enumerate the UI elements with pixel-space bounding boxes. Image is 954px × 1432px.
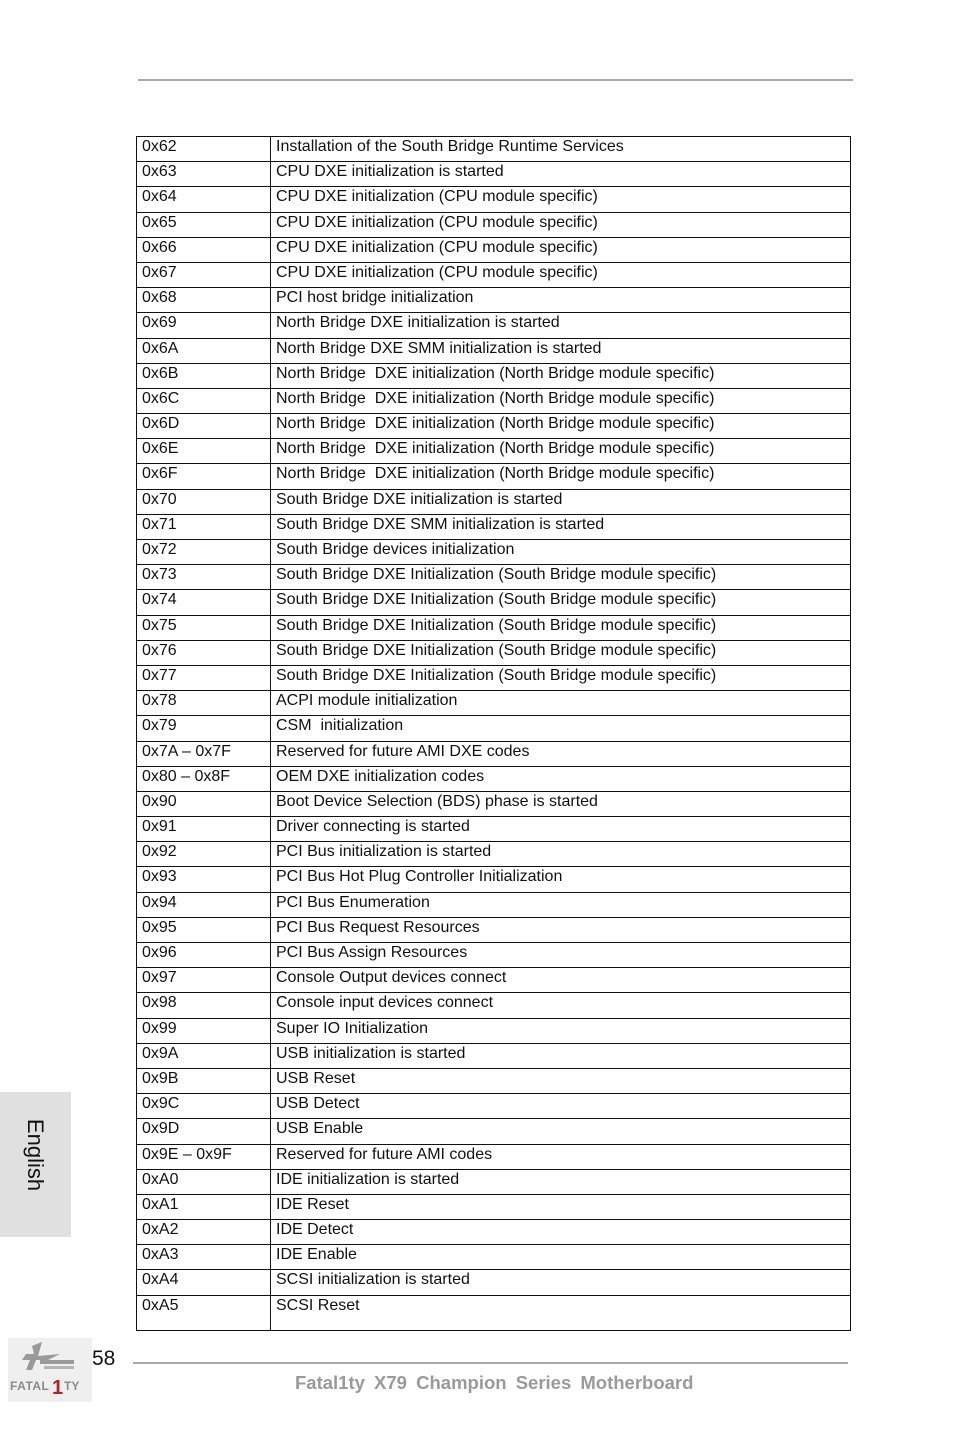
description-cell: North Bridge DXE initialization (North Bridge module specific): [271, 464, 851, 489]
table-row: [137, 665, 851, 690]
post-code-cell: 0x6A: [137, 338, 271, 363]
table-row: [137, 464, 851, 489]
post-code-cell: 0x6C: [137, 388, 271, 413]
description-cell: North Bridge DXE initialization (North Bridge module specific): [271, 363, 851, 388]
table-row: [137, 540, 851, 565]
description-cell: CPU DXE initialization (CPU module specific): [271, 212, 851, 237]
table-body: [137, 137, 851, 1331]
table-row: [137, 1018, 851, 1043]
table-row: [137, 615, 851, 640]
table-row: [137, 842, 851, 867]
post-code-cell: 0xA0: [137, 1169, 271, 1194]
post-code-cell: 0xA2: [137, 1220, 271, 1245]
header-rule: [138, 79, 853, 81]
post-code-cell: 0x73: [137, 565, 271, 590]
table-row: [137, 640, 851, 665]
table-row: [137, 288, 851, 313]
table-row: [137, 514, 851, 539]
post-code-cell: 0x92: [137, 842, 271, 867]
description-cell: South Bridge DXE SMM initialization is started: [271, 514, 851, 539]
post-code-cell: 0x6F: [137, 464, 271, 489]
footer-title: Fatal1ty X79 Champion Series Motherboard: [295, 1372, 694, 1393]
svg-text:TY: TY: [64, 1379, 80, 1393]
table-row: [137, 237, 851, 262]
table-row: [137, 1094, 851, 1119]
post-code-cell: 0x6E: [137, 439, 271, 464]
table-row: [137, 1169, 851, 1194]
description-cell: CSM initialization: [271, 716, 851, 741]
post-code-cell: 0x96: [137, 943, 271, 968]
description-cell: PCI Bus Hot Plug Controller Initialization: [271, 867, 851, 892]
description-cell: CPU DXE initialization (CPU module specific): [271, 237, 851, 262]
description-cell: North Bridge DXE initialization is started: [271, 313, 851, 338]
table-row: [137, 1295, 851, 1330]
post-code-cell: 0x75: [137, 615, 271, 640]
description-cell: PCI Bus initialization is started: [271, 842, 851, 867]
fatal1ty-logo: [8, 1338, 92, 1402]
table-row: [137, 691, 851, 716]
table-row: [137, 439, 851, 464]
description-cell: South Bridge DXE Initialization (South Bridge module specific): [271, 590, 851, 615]
description-cell: Reserved for future AMI codes: [271, 1144, 851, 1169]
description-cell: North Bridge DXE initialization (North Bridge module specific): [271, 388, 851, 413]
description-cell: South Bridge DXE Initialization (South Bridge module specific): [271, 615, 851, 640]
table-row: [137, 1220, 851, 1245]
post-code-cell: 0x91: [137, 817, 271, 842]
table-row: [137, 791, 851, 816]
description-cell: IDE Reset: [271, 1194, 851, 1219]
post-code-cell: 0x9B: [137, 1068, 271, 1093]
post-code-cell: 0x71: [137, 514, 271, 539]
post-code-cell: 0x70: [137, 489, 271, 514]
description-cell: SCSI Reset: [271, 1295, 851, 1330]
post-code-cell: 0x9C: [137, 1094, 271, 1119]
post-code-cell: 0xA5: [137, 1295, 271, 1330]
table-row: [137, 1068, 851, 1093]
table-row: [137, 1245, 851, 1270]
table-row: [137, 741, 851, 766]
post-code-cell: 0x7A – 0x7F: [137, 741, 271, 766]
post-code-cell: 0x63: [137, 162, 271, 187]
description-cell: ACPI module initialization: [271, 691, 851, 716]
description-cell: USB Reset: [271, 1068, 851, 1093]
description-cell: IDE Enable: [271, 1245, 851, 1270]
description-cell: North Bridge DXE initialization (North Bridge module specific): [271, 439, 851, 464]
table-row: [137, 212, 851, 237]
table-row: [137, 968, 851, 993]
table-row: [137, 1043, 851, 1068]
post-code-cell: 0x9D: [137, 1119, 271, 1144]
post-code-cell: 0x76: [137, 640, 271, 665]
post-code-cell: 0x67: [137, 262, 271, 287]
post-code-cell: 0x78: [137, 691, 271, 716]
post-code-cell: 0xA4: [137, 1270, 271, 1295]
description-cell: OEM DXE initialization codes: [271, 766, 851, 791]
table-row: [137, 1270, 851, 1295]
post-code-cell: 0xA3: [137, 1245, 271, 1270]
table-row: [137, 388, 851, 413]
post-code-cell: 0x62: [137, 137, 271, 162]
post-code-cell: 0xA1: [137, 1194, 271, 1219]
description-cell: South Bridge devices initialization: [271, 540, 851, 565]
table-row: [137, 162, 851, 187]
footer-rule: [133, 1362, 848, 1364]
table-row: [137, 716, 851, 741]
table-row: [137, 489, 851, 514]
post-code-cell: 0x80 – 0x8F: [137, 766, 271, 791]
description-cell: Console Output devices connect: [271, 968, 851, 993]
table-row: [137, 363, 851, 388]
post-code-cell: 0x72: [137, 540, 271, 565]
post-code-cell: 0x65: [137, 212, 271, 237]
post-code-cell: 0x79: [137, 716, 271, 741]
post-code-cell: 0x69: [137, 313, 271, 338]
language-label: English: [23, 1118, 48, 1192]
description-cell: PCI Bus Assign Resources: [271, 943, 851, 968]
description-cell: South Bridge DXE Initialization (South Bridge module specific): [271, 640, 851, 665]
description-cell: North Bridge DXE initialization (North Bridge module specific): [271, 414, 851, 439]
description-cell: SCSI initialization is started: [271, 1270, 851, 1295]
post-code-cell: 0x6D: [137, 414, 271, 439]
table-row: [137, 262, 851, 287]
post-code-cell: 0x93: [137, 867, 271, 892]
description-cell: Reserved for future AMI DXE codes: [271, 741, 851, 766]
table-row: [137, 892, 851, 917]
post-code-cell: 0x6B: [137, 363, 271, 388]
description-cell: Boot Device Selection (BDS) phase is started: [271, 791, 851, 816]
description-cell: Driver connecting is started: [271, 817, 851, 842]
post-code-cell: 0x74: [137, 590, 271, 615]
description-cell: PCI host bridge initialization: [271, 288, 851, 313]
table-row: [137, 817, 851, 842]
description-cell: CPU DXE initialization is started: [271, 162, 851, 187]
table-row: [137, 414, 851, 439]
post-code-table: [136, 136, 851, 1331]
post-code-cell: 0x99: [137, 1018, 271, 1043]
table-row: [137, 766, 851, 791]
table-row: [137, 943, 851, 968]
post-code-cell: 0x97: [137, 968, 271, 993]
description-cell: USB Enable: [271, 1119, 851, 1144]
table-row: [137, 565, 851, 590]
description-cell: IDE initialization is started: [271, 1169, 851, 1194]
post-code-cell: 0x66: [137, 237, 271, 262]
description-cell: Console input devices connect: [271, 993, 851, 1018]
description-cell: USB Detect: [271, 1094, 851, 1119]
table-row: [137, 187, 851, 212]
description-cell: IDE Detect: [271, 1220, 851, 1245]
svg-text:1: 1: [52, 1377, 64, 1399]
description-cell: PCI Bus Enumeration: [271, 892, 851, 917]
post-code-cell: 0x98: [137, 993, 271, 1018]
description-cell: PCI Bus Request Resources: [271, 917, 851, 942]
post-code-cell: 0x68: [137, 288, 271, 313]
table-row: [137, 313, 851, 338]
post-code-cell: 0x95: [137, 917, 271, 942]
table-row: [137, 867, 851, 892]
description-cell: CPU DXE initialization (CPU module specific): [271, 262, 851, 287]
post-code-cell: 0x90: [137, 791, 271, 816]
post-code-cell: 0x64: [137, 187, 271, 212]
post-code-cell: 0x77: [137, 665, 271, 690]
description-cell: USB initialization is started: [271, 1043, 851, 1068]
description-cell: CPU DXE initialization (CPU module specific): [271, 187, 851, 212]
post-code-cell: 0x9A: [137, 1043, 271, 1068]
post-code-cell: 0x94: [137, 892, 271, 917]
table-row: [137, 1194, 851, 1219]
description-cell: South Bridge DXE Initialization (South Bridge module specific): [271, 565, 851, 590]
description-cell: Super IO Initialization: [271, 1018, 851, 1043]
table-row: [137, 1144, 851, 1169]
description-cell: South Bridge DXE Initialization (South Bridge module specific): [271, 665, 851, 690]
description-cell: South Bridge DXE initialization is started: [271, 489, 851, 514]
page-number: 58: [92, 1347, 116, 1370]
table-row: [137, 993, 851, 1018]
table-row: [137, 1119, 851, 1144]
post-code-cell: 0x9E – 0x9F: [137, 1144, 271, 1169]
description-cell: North Bridge DXE SMM initialization is started: [271, 338, 851, 363]
table-row: [137, 137, 851, 162]
table-row: [137, 590, 851, 615]
description-cell: Installation of the South Bridge Runtime Services: [271, 137, 851, 162]
svg-text:FATAL: FATAL: [10, 1379, 50, 1393]
table-row: [137, 338, 851, 363]
table-row: [137, 917, 851, 942]
